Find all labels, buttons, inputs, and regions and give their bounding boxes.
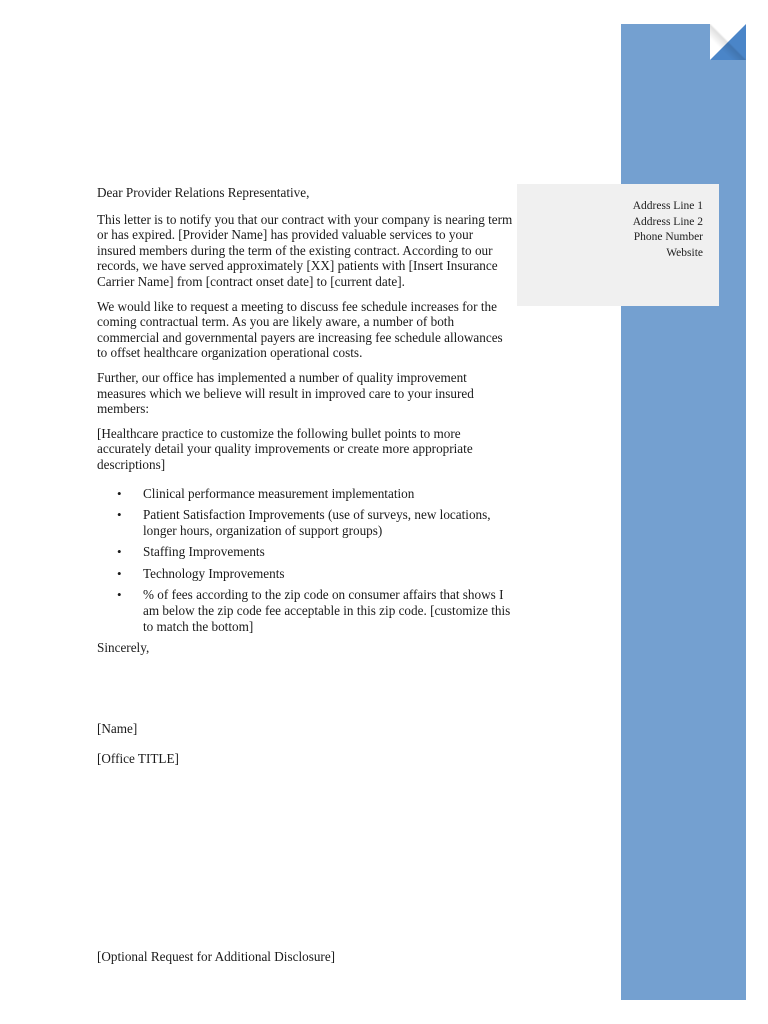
bullet-icon: • (117, 587, 122, 603)
address-lines (633, 199, 703, 261)
closing: Sincerely, (97, 640, 150, 656)
sidebar-bar (621, 24, 746, 1000)
list-item-text: Staffing Improvements (143, 544, 265, 560)
phone-number: Phone Number (633, 231, 703, 243)
list-item (97, 566, 515, 582)
bullet-icon: • (117, 565, 122, 581)
address-line-1: Address Line 1 (632, 200, 703, 212)
improvements-list (97, 486, 515, 635)
bullet-icon: • (117, 485, 122, 501)
bullet-icon: • (117, 544, 122, 560)
address-line-2: Address Line 2 (632, 215, 703, 228)
folded-corner-shadow (710, 24, 746, 60)
paragraph-customize: [Healthcare practice to customize the following bullet points to more accurately detail your quality improvements or create more appropriate descriptions] (97, 425, 473, 472)
optional-disclosure: [Optional Request for Additional Disclosure] (97, 949, 336, 964)
list-item (97, 587, 515, 634)
salutation: Dear Provider Relations Representative, (97, 185, 310, 200)
paragraph-meeting: We would like to request a meeting to discuss fee schedule increases for the coming contractual term. As you are likely aware, a number of both commercial and governmental payers are increasing fee schedule allowances to offset healthcare organization operational costs. (97, 298, 503, 361)
website: Website (666, 246, 703, 259)
list-item (97, 486, 515, 502)
letter-body (97, 185, 515, 665)
paragraph-quality: Further, our office has implemented a number of quality improvement measures which we believe will result in improved care to your insured members: (97, 369, 474, 417)
list-item-text: Clinical performance measurement implementation (143, 485, 415, 501)
list-item-text: % of fees according to the zip code on consumer affairs that shows I am below the zip code fee acceptable in this zip code. [customize this to match the bottom] (143, 587, 511, 634)
bullet-icon: • (117, 507, 122, 523)
list-item-text: Patient Satisfaction Improvements (use of surveys, new locations, longer hours, organization of support groups) (143, 507, 491, 538)
signature-title: [Office TITLE] (97, 751, 179, 766)
signature-name: [Name] (97, 721, 138, 736)
list-item (97, 507, 515, 538)
list-item-text: Technology Improvements (143, 565, 285, 581)
list-item (97, 544, 515, 560)
address-box (517, 184, 719, 306)
paragraph-contract: This letter is to notify you that our contract with your company is nearing term or has expired. [Provider Name] has provided valuable services to your insured members during the term of the existing contract. According to our records, we have served approximately [XX] patients with [Insert Insurance Carrier Name] from [contract onset date] to [current date]. (97, 211, 513, 289)
